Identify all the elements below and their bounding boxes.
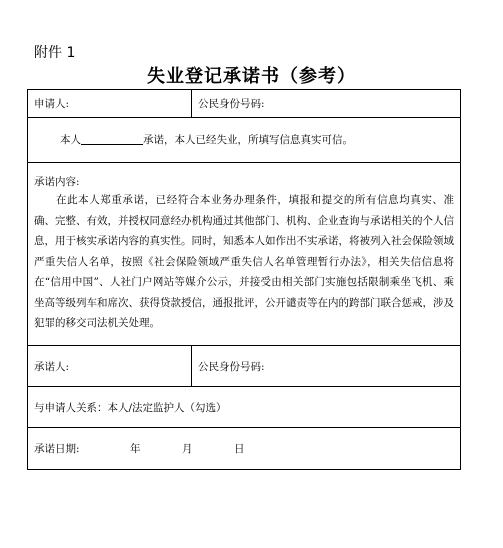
content-label: 承诺内容: (34, 176, 80, 189)
date-row (28, 428, 461, 470)
date-field[interactable] (28, 428, 461, 470)
promisor-field[interactable]: 承诺人: (28, 346, 192, 387)
declaration-cell (28, 118, 461, 163)
date-label: 承诺日期: (34, 443, 80, 455)
declaration-row (28, 118, 461, 163)
relation-field[interactable]: 与申请人关系：本人/法定监护人（勾选） (28, 387, 461, 428)
month-label: 月 (182, 443, 193, 455)
relation-row (28, 387, 461, 428)
id-number-field[interactable]: 公民身份号码: (192, 90, 461, 118)
year-label: 年 (130, 443, 141, 455)
day-label: 日 (234, 443, 245, 455)
promisor-id-field[interactable]: 公民身份号码: (192, 346, 461, 387)
content-text: 在此本人郑重承诺，已经符合本业务办理条件，填报和提交的所有信息均真实、准确、完整、有效，并授权同意经办机构通过其他部门、机构、企业查询与承诺相关的个人信息，用于核实承诺内容的真实性。同时，知悉本人如作出不实承诺，将被列入社会保险领域严重失信人名单，按照《社会保险领域严重失信人名单管理暂行办法》，相关失信信息将在“信用中国”、人社门户网站等媒介公示，并接受由相关部门实施包括限制乘坐飞机、乘坐高等级列车和席次、获得贷款授信，通报批评，公开谴责等在内的跨部门联合惩戒，涉及犯罪的移交司法机关处理。 (34, 194, 454, 330)
commitment-form (27, 89, 461, 470)
declaration-prefix: 本人 (60, 134, 81, 146)
applicant-field[interactable]: 申请人: (28, 90, 192, 118)
content-cell (28, 163, 461, 346)
applicant-row (28, 90, 461, 118)
document-title: 失业登记承诺书（参考） (147, 66, 356, 87)
declaration-suffix: 承诺，本人已经失业，所填写信息真实可信。 (143, 134, 353, 146)
attachment-label: 附件 1 (34, 45, 76, 61)
content-row (28, 163, 461, 346)
promisor-row (28, 346, 461, 387)
name-blank[interactable] (81, 132, 143, 145)
